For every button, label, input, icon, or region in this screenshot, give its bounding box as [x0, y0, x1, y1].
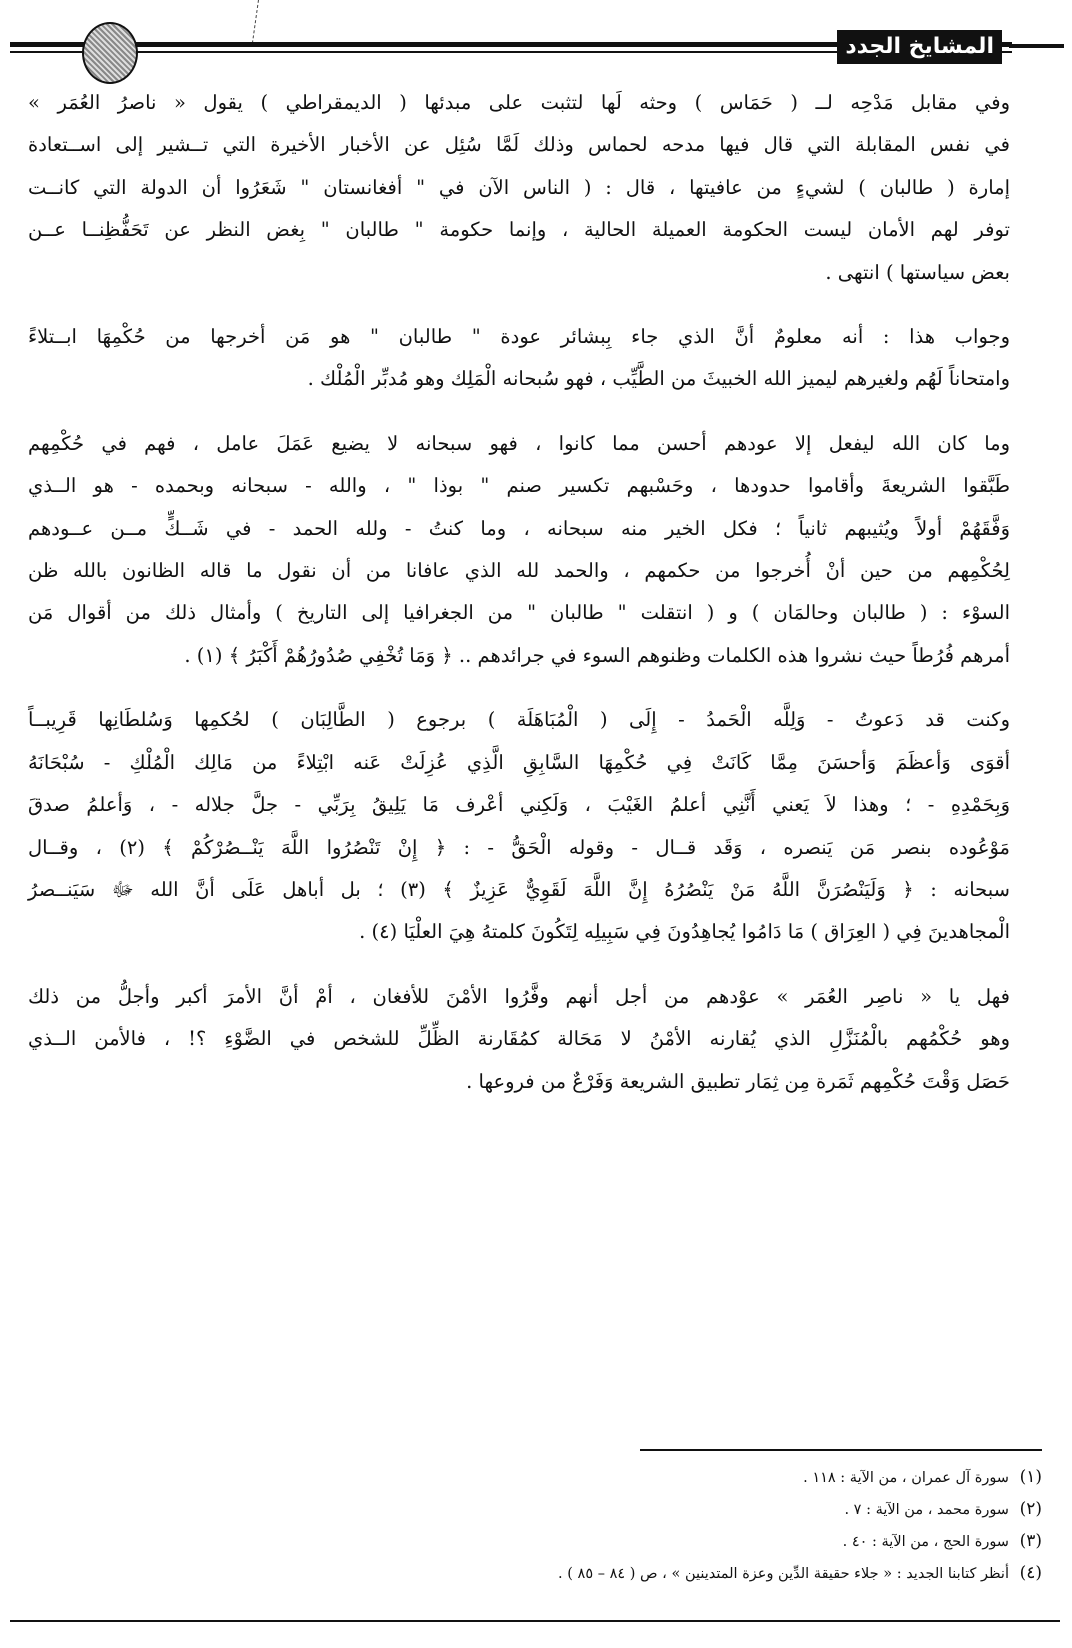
text-line: حَصَل وَقْتَ حُكْمِهم ثَمَرة مِن ثِمَار تطبيق الشريعة وَفَرْعٌ من فروعها .	[466, 1069, 1010, 1093]
page-number-oval-icon	[82, 22, 138, 84]
text-line: فهل يا « ناصِر العُمَر » عوْدهم من أجل أنهم وفَّرُوا الأمْنَ للأفغان ، أمْ أنَّ الأمرَ أكبر وأجلُّ من ذلك	[28, 984, 1010, 1008]
text-line: بعض سياستها ) انتهى .	[825, 260, 1010, 284]
footnote-number: (٢)	[1019, 1499, 1042, 1519]
text-line: سبحانه : ﴿ وَلَيَنْصُرَنَّ اللَّهُ مَنْ يَنْصُرُهُ إِنَّ اللَّهَ لَقَوِيٌّ عَزِيزٌ ﴾ (٣) ؛ بل أباهل عَلَى أنَّ الله ﷻ سَيَنــصرُ	[28, 877, 1010, 901]
text-line: وفي مقابل مَدْحِه لــ ( حَمَاس ) وحثه لَها لتثبت على مبدئها ( الديمقراطي ) يقول « ناصرُ العُمَر »	[28, 91, 1010, 114]
footnote-4	[482, 1558, 1042, 1590]
text-line: وَفَّقَهُمْ أولاً ويُثيبهم ثانياً ؛ فكل الخير منه سبحانه ، وما كنتُ - ولله الحمد - في شَــكٍّ مــن عــودهم	[28, 516, 1010, 540]
text-line: في نفس المقابلة التي قال فيها مدحه لحماس وذلك لَمَّا سُئِل عن الأخبار الأخيرة التي تــشير إلى اســتعادة	[28, 133, 1010, 157]
text-line: إمارة ( طالبان ) لشيءٍ من عافيتها ، قال : ( الناس الآن في " أفغانستان " شَعَرُوا أن الدولة التي كانــت	[28, 175, 1010, 199]
footnote-text: سورة الحج ، من الآية : ٤٠ .	[842, 1534, 1009, 1550]
main-text	[28, 82, 1042, 1103]
text-line: أمرهم فُرُطاً حيث نشروا هذه الكلمات وظنوهم السوء في جرائدهم .. ﴿ وَمَا تُخْفِي صُدُورُهُمْ أَكْبَرُ ﴾ (١) .	[184, 643, 1010, 667]
footnote-text: أنظر كتابنا الجديد : « جلاء حقيقة الدِّين وعزة المتدينين » ، ص ( ٨٤ – ٨٥ ) .	[558, 1566, 1009, 1582]
text-line: وامتحاناً لَهُم ولغيرهم ليميز الله الخبيثَ من الطَّيِّب ، فهو سُبحانه الْمَلِك وهو مُدبِّر الْمُلْك .	[307, 367, 1010, 391]
header-rule-tail	[1009, 44, 1064, 48]
paragraph-5	[28, 976, 1042, 1103]
text-line: الْمجاهدينَ فِي ( العِرَاق ) مَا دَامُوا يُجاهِدُونَ فِي سَبِيلِه لِتَكُونَ كلمتهُ هِيَ العلْيَا (٤) .	[359, 920, 1010, 944]
footnote-number: (٣)	[1019, 1531, 1042, 1551]
paragraph-3	[28, 423, 1042, 677]
bottom-rule	[10, 1620, 1060, 1622]
page-header	[0, 0, 1072, 80]
footnote-text: سورة محمد ، من الآية : ٧ .	[844, 1502, 1009, 1518]
text-line: وما كان الله ليفعل إلا عودهم أحسن مما كانوا ، فهو سبحانه لا يضيع عَمَلَ عامل ، فهم في حُكْمِهم	[28, 431, 1010, 455]
text-line: توفر لهم الأمان ليست الحكومة العميلة الحالية ، وإنما حكومة " طالبان " بِغض النظر عن تَحَفُّظِنــا عــن	[28, 218, 1010, 242]
footnote-text: سورة آل عمران ، من الآية : ١١٨ .	[803, 1470, 1009, 1486]
footnote-1	[482, 1462, 1042, 1494]
text-line: أقوَى وَأعظَمَ وَأحسَنَ مِمَّا كَانَتْ فِي حُكْمِهَا السَّابِقِ الَّذِي عُزِلَتْ عَنه ابْتِلاءً من مَالِك الْمُلْكِ - سُبْحَانَهُ	[28, 750, 1010, 774]
text-line: لِحُكْمِهم من حين أنْ أُخرجوا من حكمهم ، والحمد لله الذي عافانا من أن نقول ما قاله الظانون بالله ظن	[28, 559, 1010, 583]
text-line: وَبِحَمْدِهِ - ؛ وهذا لاَ يَعني أَنَّنِي أعلمُ الغَيْبَ ، وَلَكِني أعْرف مَا يَلِيقُ بِرَبِّي - جلَّ جلاله - ، وَأعلمُ صدقَ	[28, 793, 1010, 817]
paragraph-2	[28, 316, 1042, 401]
text-line: وكنت قد دَعوتُ - وَلِلَّه الْحَمدُ - إِلَى ( الْمُبَاهَلَة ) برجوع ( الطَّالِبَان ) لحُكمِها وَسُلطَانِها قَرِيبــاً	[28, 708, 1010, 732]
text-line: وجواب هذا : أنه معلومٌ أنَّ الذي جاء بِبشائر عودة " طالبان " هو مَن أخرجها من حُكْمِهَا ابــتلاءً	[28, 325, 1010, 349]
footnote-number: (١)	[1019, 1467, 1042, 1487]
text-line: السوْء : ( طالبان وحالمَان ) و ( انتقلت " طالبان " من الجغرافيا إلى التاريخ ) وأمثال ذلك من أقوال مَن	[28, 601, 1010, 625]
footnote-separator	[640, 1449, 1042, 1451]
pen-stroke-mark	[252, 0, 261, 44]
paragraph-4	[28, 699, 1042, 953]
footnote-3	[482, 1526, 1042, 1558]
footnote-2	[482, 1494, 1042, 1526]
book-title: المشايخ الجدد	[837, 30, 1002, 64]
text-line: مَوْعُوده بنصر مَن يَنصره ، وَقَد قــال - وقوله الْحَقُّ - : ﴿ إِنْ تَنْصُرُوا اللَّهَ يَنْــصُرْكُمْ ﴾ (٢) ، وقــال	[28, 835, 1010, 859]
text-line: وهو حُكْمُهم بالْمُنَزَّلِ الذي يُقارنه الأمْنُ لا مَحَالة كمُقَارنة الظِّلِّ للشخص في الضَّوْءِ ؟! ، فالأمن الــذي	[28, 1027, 1010, 1051]
footnote-number: (٤)	[1019, 1563, 1042, 1583]
footnotes	[482, 1462, 1042, 1590]
text-line: طَبَّقوا الشريعةَ وأقاموا حدودها ، وحَسْبهم تكسير صنم " بوذا " ، والله - سبحانه وبحمده - هو الــذي	[28, 474, 1010, 498]
paragraph-1	[28, 82, 1042, 294]
